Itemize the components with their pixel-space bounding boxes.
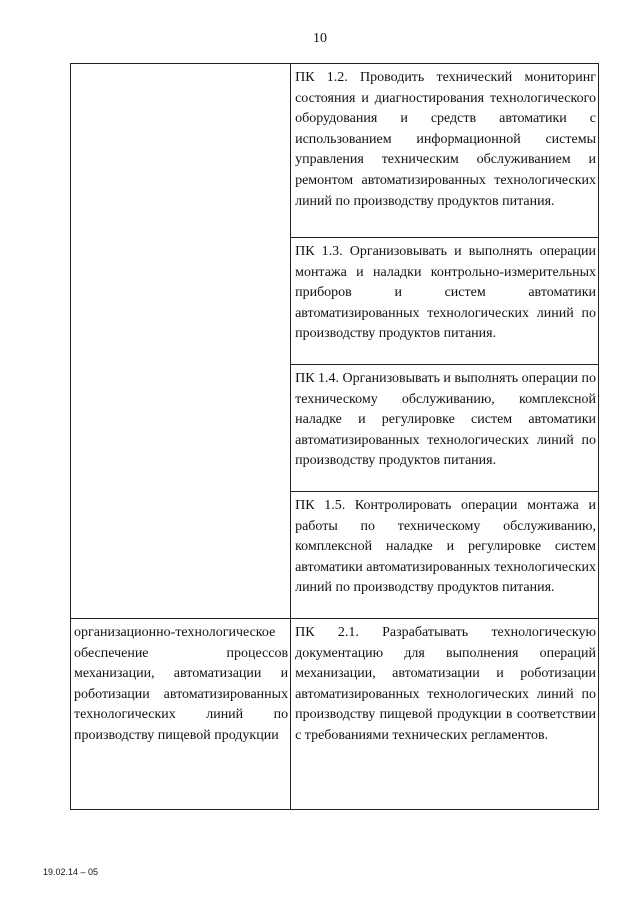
document-code: 19.02.14 – 05 (43, 867, 99, 877)
competencies-table (70, 63, 599, 810)
competency-cell-pk-1-3: ПК 1.3. Организовывать и выполнять операции монтажа и наладки контрольно-измерительных приборов и систем автоматики автоматизированных технологических линий по производству продуктов питания. (291, 238, 599, 365)
competency-cell-pk-1-2: ПК 1.2. Проводить технический мониторинг состояния и диагностирования технологического оборудования и средств автоматики с использованием информационной системы управления техническим обслуживанием и ремонтом автоматизированных технологических линий по производству продуктов питания. (291, 64, 599, 238)
competency-cell-pk-2-1: ПК 2.1. Разрабатывать технологическую документацию для выполнения операций механизации, автоматизации и роботизации автоматизированных технологических линий по производству пищевой продукции в соответствии с требованиями технических регламентов. (291, 619, 599, 810)
page-number: 10 (313, 31, 327, 46)
table-row (71, 619, 599, 810)
competency-cell-pk-1-5: ПК 1.5. Контролировать операции монтажа и работы по техническому обслуживанию, комплексной наладке и регулировке систем автоматики автоматизированных технологических линий по производству продуктов питания. (291, 492, 599, 619)
table-row (71, 64, 599, 238)
activity-cell-organizational: организационно-технологическое обеспечение процессов механизации, автоматизации и роботизации автоматизированных технологических линий по производству пищевой продукции (71, 619, 291, 810)
activity-cell-empty (71, 64, 291, 619)
competency-cell-pk-1-4: ПК 1.4. Организовывать и выполнять операции по техническому обслуживанию, комплексной наладке и регулировке систем автоматики автоматизированных технологических линий по производству продуктов питания. (291, 365, 599, 492)
